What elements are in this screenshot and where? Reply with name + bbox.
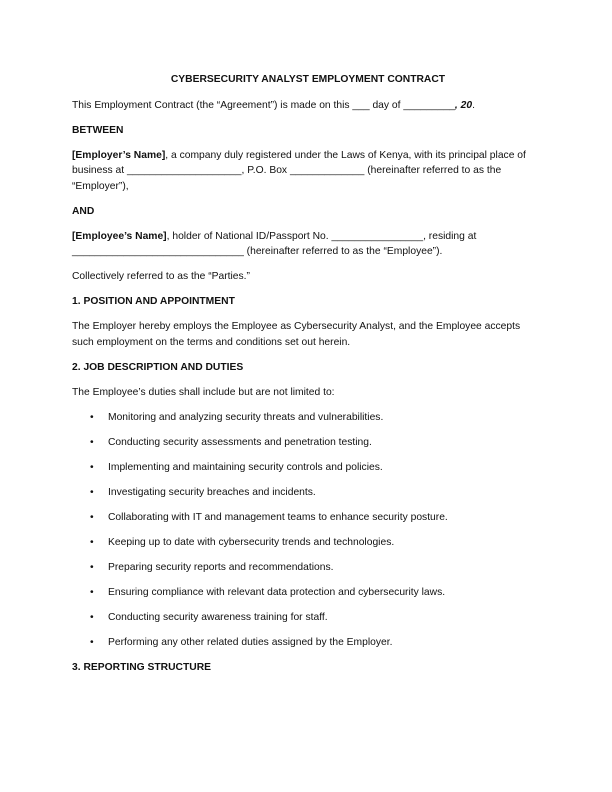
intro-paragraph <box>72 98 544 114</box>
duty-item: • Performing any other related duties assigned by the Employer. <box>72 635 544 651</box>
employee-text: , holder of National ID/Passport No. ________________, residing at ______________________________ (hereinafter referred to as the “Employee”). <box>72 230 477 257</box>
contract-title: CYBERSECURITY ANALYST EMPLOYMENT CONTRACT <box>170 74 446 85</box>
document-body <box>72 72 544 685</box>
duty-item: • Conducting security awareness training for staff. <box>72 610 544 626</box>
between-heading: BETWEEN <box>72 124 124 136</box>
and-heading: AND <box>72 205 95 217</box>
duty-item: • Monitoring and analyzing security threats and vulnerabilities. <box>72 410 544 426</box>
duty-item: • Preparing security reports and recommendations. <box>72 560 544 576</box>
employee-name: [Employee’s Name] <box>72 230 167 242</box>
section-position-body: The Employer hereby employs the Employee as Cybersecurity Analyst, and the Employee accepts such employment on the terms and conditions set out herein. <box>72 321 521 348</box>
intro-text: This Employment Contract (the “Agreement”) is made on this ___ day of _________ <box>72 99 455 111</box>
section-reporting-heading: 3. REPORTING STRUCTURE <box>72 661 212 673</box>
intro-year: , 20 <box>454 99 473 111</box>
employee-paragraph <box>72 229 544 260</box>
section-duties-heading: 2. JOB DESCRIPTION AND DUTIES <box>72 361 244 373</box>
employer-text: , a company duly registered under the Laws of Kenya, with its principal place of business at ____________________, P.O. Box _____________ (hereinafter referred to as the “Employer”), <box>72 149 526 192</box>
duties-list <box>72 410 544 651</box>
duty-item: • Keeping up to date with cybersecurity trends and technologies. <box>72 535 544 551</box>
duty-item: • Implementing and maintaining security controls and policies. <box>72 460 544 476</box>
employer-paragraph <box>72 148 544 195</box>
section-position-heading: 1. POSITION AND APPOINTMENT <box>72 296 235 307</box>
duty-item: • Conducting security assessments and penetration testing. <box>72 435 544 451</box>
intro-end: . <box>472 99 475 111</box>
duty-item: • Investigating security breaches and incidents. <box>72 485 544 501</box>
duty-item: • Collaborating with IT and management teams to enhance security posture. <box>72 510 544 526</box>
collective-paragraph: Collectively referred to as the “Parties.” <box>72 271 250 282</box>
duty-item: • Ensuring compliance with relevant data protection and cybersecurity laws. <box>72 585 544 601</box>
employer-name: [Employer’s Name] <box>72 149 166 161</box>
section-duties-intro: The Employee’s duties shall include but are not limited to: <box>72 386 335 398</box>
